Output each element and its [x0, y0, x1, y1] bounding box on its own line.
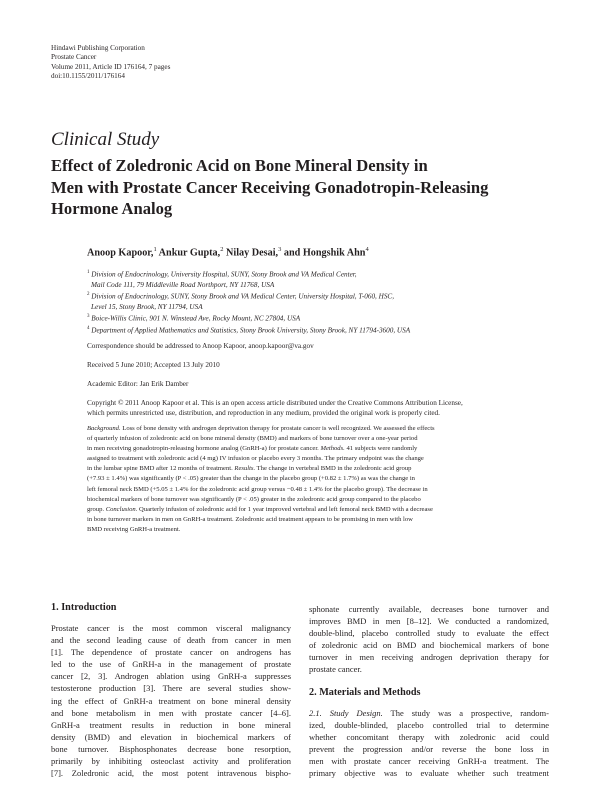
abstract-line: (+7.93 ± 1.4%) was significantly (P < .05) greater than the change in the placebo group (+0.82 ± 1.7%) as was the change in [87, 475, 415, 483]
text-line: density (BMD) and elevation in biochemical markers of [51, 731, 291, 742]
text-line: and bone metabolism in men with prostate cancer [4–6]. [51, 707, 291, 718]
text-line: [7]. Zoledronic acid, the most potent intravenous bispho- [51, 768, 291, 779]
text-line: prostate cancer. [309, 664, 362, 675]
volume-info: Volume 2011, Article ID 176164, 7 pages [51, 62, 171, 71]
affiliation [87, 268, 557, 280]
abstract-text: 41 subjects were randomly [344, 445, 418, 453]
abstract-line [87, 444, 557, 454]
abstract-text: in the lumbar spine BMD after 12 months of treatment. [87, 465, 235, 473]
text-line: men with prostate cancer receiving GnRH-a treatment. The [309, 755, 549, 766]
doi[interactable]: doi:10.1155/2011/176164 [51, 71, 125, 80]
abstract-line: left femoral neck BMD (+5.05 ± 1.4% for the zoledronic acid group versus −0.48 ± 1.4% for the placebo group). The decrease in [87, 485, 428, 493]
affil-mark: 3 [87, 314, 90, 320]
text-line: led to the use of GnRH-a in the management of prostate [51, 659, 291, 670]
abstract-text: group. [87, 505, 106, 513]
affiliation-cont: Mail Code 111, 79 Middleville Road Northport, NY 11768, USA [91, 280, 275, 289]
received-date: Received 5 June 2010; Accepted 13 July 2010 [87, 361, 220, 369]
title-line: Hormone Analog [51, 199, 173, 218]
journal-name: Prostate Cancer [51, 53, 97, 62]
abstract-text: in men receiving gonadotropin-releasing hormone analog (GnRH-a) for prostate cancer. [87, 445, 321, 453]
abstract-text: Quarterly infusion of zoledronic acid for 1 year improved vertebral and left femoral neck BMD with a decrease [137, 505, 433, 513]
article-title [51, 155, 488, 220]
copyright-line: Copyright © 2011 Anoop Kapoor et al. This is an open access article distributed under the Creative Commons Attribution License, [87, 399, 463, 407]
author-affil-mark: 2 [220, 246, 224, 253]
text-line: turnover in men receiving androgen deprivation therapy for [309, 652, 549, 663]
abstract-label-conclusion: Conclusion. [105, 505, 138, 513]
abstract-label-methods: Methods. [320, 445, 345, 453]
abstract-line: in bone turnover markers in men on GnRH-a treatment. Zoledronic acid treatment appears to be promising in men with low [87, 515, 413, 523]
publisher-name: Hindawi Publishing Corporation [51, 44, 145, 52]
abstract-text: Loss of bone density with androgen deprivation therapy for prostate cancer is well recognized. We assessed the effects [120, 425, 435, 432]
abstract-line [87, 424, 557, 434]
author-name: Nilay Desai, [223, 247, 279, 259]
abstract-line: assigned to treatment with zoledronic acid (4 mg) IV infusion or placebo every 3 months. The primary endpoint was the change [87, 455, 424, 463]
author-affil-mark: 4 [365, 246, 369, 253]
text-line: testosterone production [3]. There are several studies show- [51, 683, 291, 694]
affil-mark: 2 [87, 292, 90, 298]
affil-mark: 4 [87, 326, 90, 332]
author-name: Ankur Gupta, [156, 247, 221, 259]
affiliations [87, 268, 557, 336]
affil-text: Division of Endocrinology, University Hospital, SUNY, Stony Brook and VA Medical Center, [89, 270, 357, 279]
abstract-text: The change in vertebral BMD in the zoledronic acid group [255, 465, 412, 473]
article-type: Clinical Study [51, 129, 160, 150]
introduction-paragraph [51, 622, 291, 779]
methods-paragraph [309, 707, 549, 780]
author-name: and Hongshik Ahn [281, 247, 366, 259]
text-line: improves BMD in men [8–12]. We conducted a randomized, [309, 616, 549, 627]
correspondence: Correspondence should be addressed to Anoop Kapoor, anoop.kapoor@va.gov [87, 342, 314, 350]
abstract-line: biochemical markers of bone turnover was significantly (P < .05) greater in the zoledronic acid group compared to the placebo [87, 495, 421, 503]
text-line: ing the effect of GnRH-a treatment on bone mineral density [51, 695, 291, 706]
text-line: double-blind, placebo controlled study to evaluate the effect [309, 628, 549, 639]
affil-text: Department of Applied Mathematics and Statistics, Stony Brook University, Stony Brook, NY 11794-3600, USA [89, 326, 411, 335]
publication-header [51, 44, 170, 81]
text-line: cancer [2, 3]. Androgen ablation using GnRH-a suppresses [51, 671, 291, 682]
text-line: bone turnover. Bisphosphonates decrease bone resorption, [51, 743, 291, 754]
abstract-line: BMD receiving GnRH-a treatment. [87, 525, 181, 533]
text-span: The study was a prospective, random- [382, 707, 549, 718]
text-line: primarily by inhibiting osteoclast activity and proliferation [51, 756, 291, 767]
author-list [87, 246, 369, 258]
text-line: [1]. The dependence of prostate cancer on androgens has [51, 647, 291, 658]
abstract-line [87, 464, 557, 474]
introduction-paragraph-cont [309, 603, 549, 676]
text-line: and the second leading cause of death from cancer in men [51, 635, 291, 646]
abstract-line: of quarterly infusion of zoledronic acid on bone mineral density (BMD) and markers of bone turnover over a one-year period [87, 435, 418, 443]
affiliation [87, 312, 557, 324]
subsection-heading: 2.1. Study Design. [309, 707, 383, 718]
affil-mark: 1 [87, 270, 90, 275]
abstract-label-background: Background. [87, 425, 121, 432]
author-affil-mark: 3 [278, 246, 282, 253]
affiliation [87, 324, 557, 336]
text-line: sphonate currently available, decreases bone turnover and [309, 604, 549, 614]
author-affil-mark: 1 [153, 246, 157, 253]
text-line: prevent the progression and/or reverse the bone loss in [309, 743, 549, 754]
abstract [87, 424, 557, 535]
copyright-notice [87, 398, 557, 419]
title-line: Effect of Zoledronic Acid on Bone Mineral Density in [51, 156, 428, 175]
affiliation-cont: Level 15, Stony Brook, NY 11794, USA [91, 303, 203, 311]
affiliation [87, 290, 557, 302]
abstract-label-results: Results. [234, 465, 256, 473]
title-line: Men with Prostate Cancer Receiving Gonadotropin-Releasing [51, 177, 489, 197]
abstract-line [87, 505, 557, 515]
text-line: whether concomitant therapy with zoledronic acid could [309, 731, 549, 742]
text-line: of zoledronic acid on BMD and biochemical markers of bone [309, 640, 549, 651]
affil-text: Division of Endocrinology, SUNY, Stony Brook and VA Medical Center, University Hospital, T-060, HSC, [89, 292, 395, 301]
text-line [309, 707, 549, 719]
text-line: Prostate cancer is the most common visceral malignancy [51, 623, 291, 633]
affil-text: Boice-Willis Clinic, 901 N. Winstead Ave, Rocky Mount, NC 27804, USA [89, 314, 301, 323]
section-heading-methods: 2. Materials and Methods [309, 686, 421, 698]
section-heading-introduction: 1. Introduction [51, 602, 117, 613]
text-line: GnRH-a treatment results in reduction in bone mineral [51, 719, 291, 730]
author-name: Anoop Kapoor, [87, 247, 154, 259]
right-column [309, 603, 549, 779]
copyright-line: which permits unrestricted use, distribution, and reproduction in any medium, provided the original work is properly cited. [87, 409, 440, 418]
left-column [51, 601, 291, 779]
academic-editor: Academic Editor: Jan Erik Damber [87, 380, 189, 388]
text-line: primary objective was to evaluate whether such treatment [309, 768, 549, 779]
text-line: ized, double-blinded, placebo controlled trial to determine [309, 719, 549, 730]
